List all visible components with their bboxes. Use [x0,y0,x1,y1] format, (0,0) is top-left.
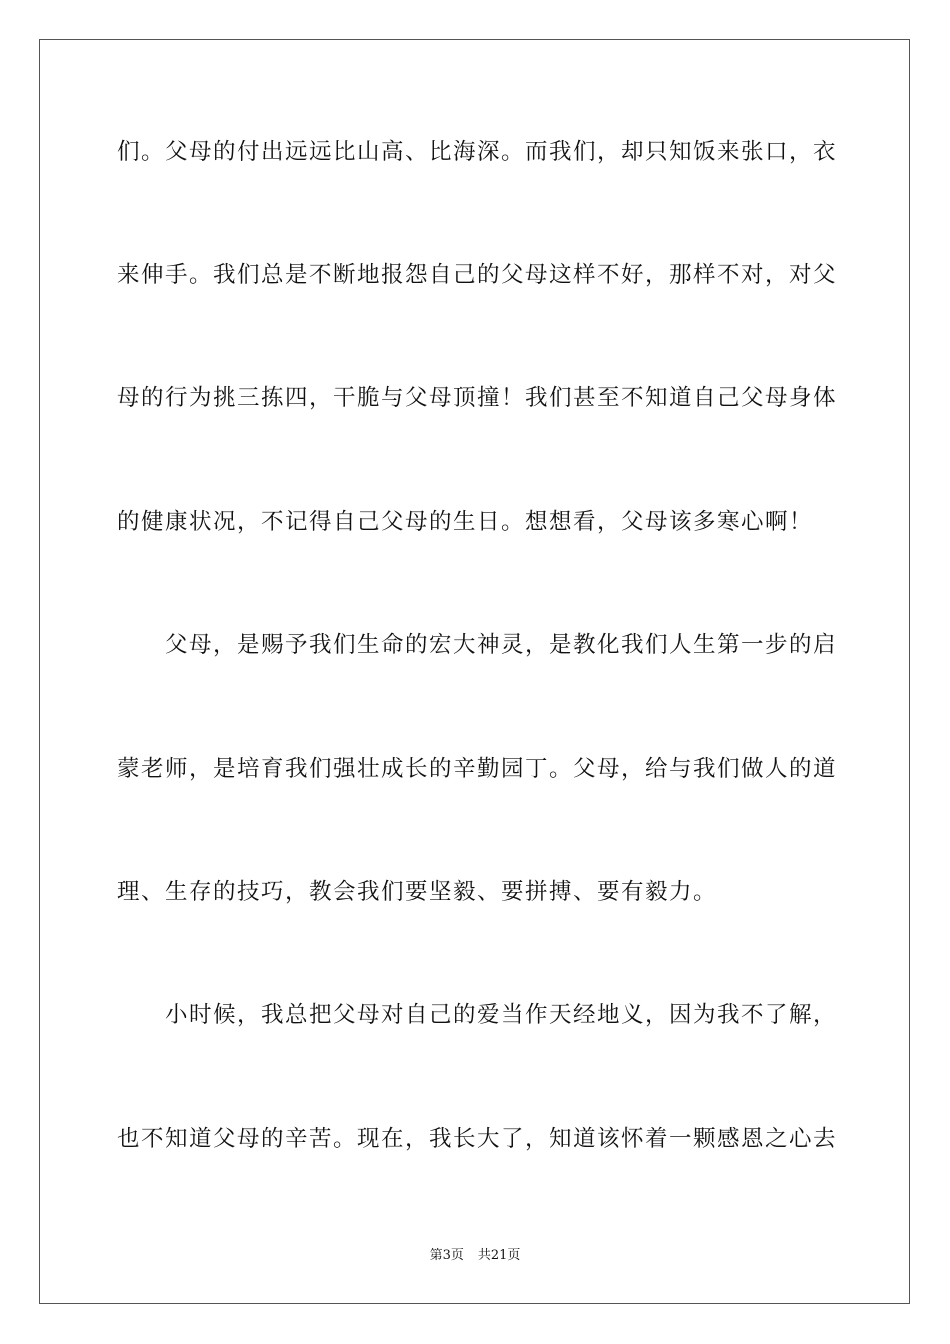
paragraph-first-line: 父母，是赐予我们生命的宏大神灵，是教化我们人生第一步的启 [165,632,838,658]
text-line: 理、生存的技巧，教会我们要坚毅、要拼搏、要有毅力。 [117,879,718,905]
total-pages: 共21页 [477,1248,521,1263]
paragraph-first-line: 小时候，我总把父母对自己的爱当作天经地义，因为我不了解， [165,1002,838,1028]
page-frame [39,39,910,1304]
text-line: 也不知道父母的辛苦。现在，我长大了，知道该怀着一颗感恩之心去 [117,1126,838,1152]
text-line: 们。父母的付出远远比山高、比海深。而我们，却只知饭来张口，衣 [117,139,838,165]
text-line: 来伸手。我们总是不断地报怨自己的父母这样不好，那样不对，对父 [117,262,838,288]
text-line: 母的行为挑三拣四，干脆与父母顶撞！我们甚至不知道自己父母身体 [117,385,838,411]
page-number: 第3页 [429,1248,464,1263]
text-line: 的健康状况，不记得自己父母的生日。想想看，父母该多寒心啊！ [117,509,814,535]
text-line: 蒙老师，是培育我们强壮成长的辛勤园丁。父母，给与我们做人的道 [117,756,838,782]
page-footer [0,1247,950,1265]
